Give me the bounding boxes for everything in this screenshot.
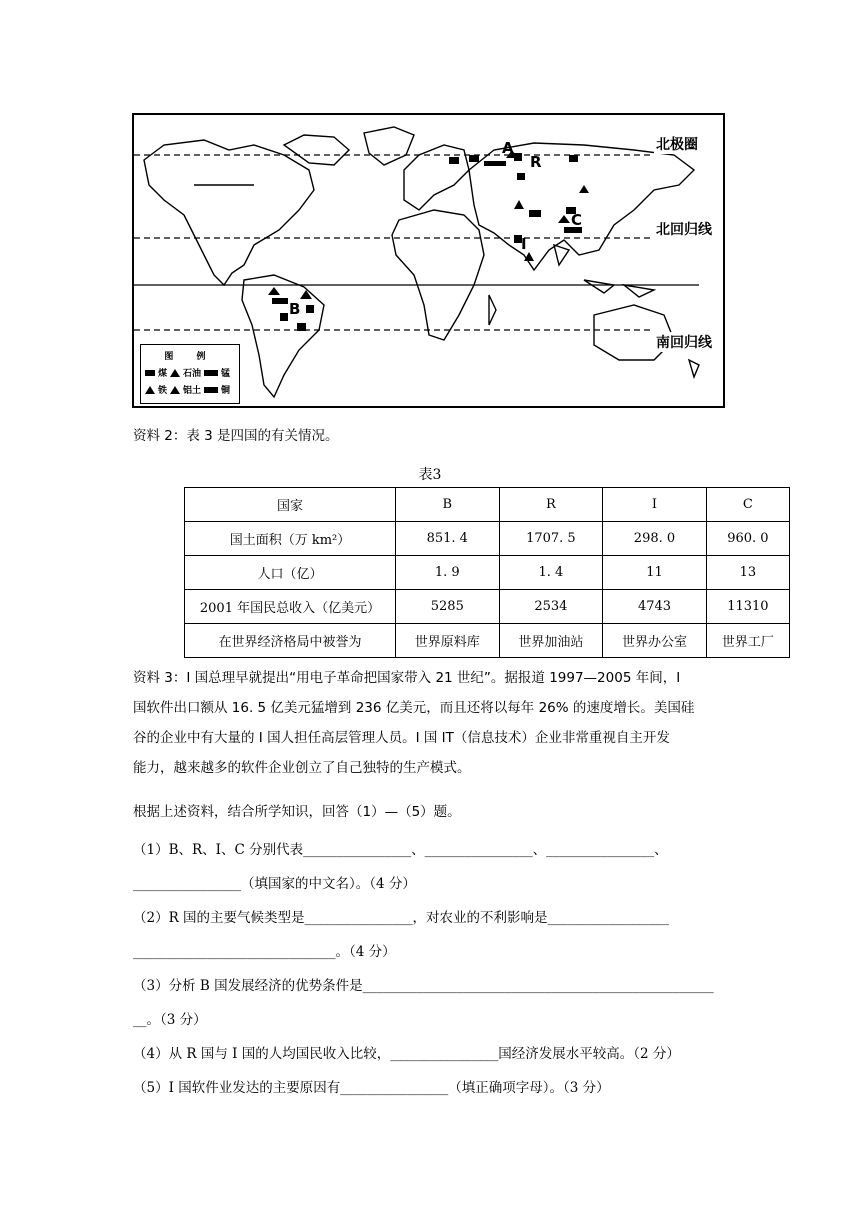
table-cell: 在世界经济格局中被誉为 (185, 624, 396, 658)
coal-symbol (529, 210, 541, 217)
table-cell: 世界原料库 (396, 624, 500, 658)
material-3-line: 资料 3：I 国总理早就提出“用电子革命把国家带入 21 世纪”。据报道 1997—2005 年间，I (133, 670, 681, 686)
table-header-cell: C (706, 488, 789, 522)
bauxite-legend-icon (170, 386, 180, 394)
bauxite-symbol (268, 287, 280, 295)
coal-symbol (449, 157, 459, 164)
table-row (185, 556, 790, 590)
manganese-symbol (272, 298, 288, 304)
table-header-cell: 国家 (185, 488, 396, 522)
question-4: （4）从 R 国与 I 国的人均国民收入比较，________________国经济发展水平较高。（2 分） (133, 1046, 680, 1062)
country-label-i: I (521, 235, 527, 253)
table-cell: 13 (706, 556, 789, 590)
country-label-a: A (502, 139, 514, 157)
iron-symbol (558, 215, 570, 223)
copper-legend-icon (204, 387, 218, 393)
table-row (185, 624, 790, 658)
table-caption: 表3 (418, 467, 442, 483)
coal-symbol (569, 155, 578, 162)
coal-symbol (306, 305, 314, 313)
iron-symbol (300, 290, 312, 299)
table-header-row (185, 488, 790, 522)
table-cell: 世界加油站 (499, 624, 603, 658)
table-cell: 1707. 5 (499, 522, 603, 556)
country-table (184, 487, 790, 658)
table-cell: 4743 (603, 590, 707, 624)
table-cell: 国土面积（万 km²） (185, 522, 396, 556)
table-cell: 960. 0 (706, 522, 789, 556)
material-3-line: 国软件出口额从 16. 5 亿美元猛增到 236 亿美元，而且还将以每年 26% 的速度增长。美国硅 (133, 700, 695, 716)
coal-symbol (517, 173, 525, 180)
legend-manganese: 锰 (221, 369, 231, 379)
question-2-cont: ______________________________。（4 分） (133, 944, 396, 960)
table-cell: 2534 (499, 590, 603, 624)
table-cell: 2001 年国民总收入（亿美元） (185, 590, 396, 624)
table-row (185, 522, 790, 556)
table-header-cell: R (499, 488, 603, 522)
table-cell: 世界办公室 (603, 624, 707, 658)
table-cell: 11 (603, 556, 707, 590)
table-header-cell: B (396, 488, 500, 522)
country-label-r: R (530, 153, 542, 171)
instruction-text: 根据上述资料，结合所学知识，回答（1）—（5）题。 (133, 804, 461, 820)
table-cell: 人口（亿） (185, 556, 396, 590)
question-1: （1）B、R、I、C 分别代表________________、________________、________________、 (133, 842, 668, 858)
material-2: 资料 2：表 3 是四国的有关情况。 (133, 428, 339, 444)
table-row (185, 590, 790, 624)
table-cell: 851. 4 (396, 522, 500, 556)
legend-bauxite: 铝土 (183, 386, 202, 396)
legend-title: 图 例 (164, 352, 216, 362)
table-cell: 1. 9 (396, 556, 500, 590)
table-cell: 298. 0 (603, 522, 707, 556)
question-3: （3）分析 B 国发展经济的优势条件是____________________________________________________ (133, 978, 714, 994)
legend-copper: 铜 (221, 386, 231, 396)
legend-coal: 煤 (158, 369, 168, 379)
legend-oil: 石油 (183, 369, 202, 379)
table-cell: 11310 (706, 590, 789, 624)
world-map (132, 113, 725, 408)
coal-legend-icon (145, 370, 155, 376)
question-1-cont: ________________（填国家的中文名）。（4 分） (133, 876, 416, 892)
oil-symbol (579, 185, 589, 193)
coal-symbol (297, 323, 306, 331)
question-2: （2）R 国的主要气候类型是________________，对农业的不利影响是__________________ (133, 910, 670, 926)
table-cell: 世界工厂 (706, 624, 789, 658)
legend-iron: 铁 (158, 386, 168, 396)
question-5: （5）I 国软件业发达的主要原因有________________（填正确项字母）。（3 分） (133, 1080, 610, 1096)
table-cell: 1. 4 (499, 556, 603, 590)
manganese-legend-icon (204, 370, 218, 376)
coal-symbol (280, 313, 288, 321)
question-3-cont: __。（3 分） (133, 1012, 207, 1028)
iron-symbol (514, 200, 524, 209)
table-cell: 5285 (396, 590, 500, 624)
copper-symbol (484, 161, 506, 166)
tropic-of-cancer-label: 北回归线 (654, 219, 714, 239)
coal-symbol (469, 155, 479, 162)
oil-legend-icon (170, 369, 180, 377)
tropic-of-capricorn-label: 南回归线 (654, 332, 714, 352)
material-3-line: 能力，越来越多的软件企业创立了自己独特的生产模式。 (133, 760, 471, 776)
iron-legend-icon (145, 386, 155, 394)
table-header-cell: I (603, 488, 707, 522)
map-legend (140, 344, 240, 404)
arctic-circle-label: 北极圈 (654, 134, 700, 154)
material-3-line: 谷的企业中有大量的 I 国人担任高层管理人员。I 国 IT（信息技术）企业非常重视自主开发 (133, 730, 670, 746)
country-label-b: B (289, 300, 301, 318)
country-label-c: C (571, 211, 583, 229)
